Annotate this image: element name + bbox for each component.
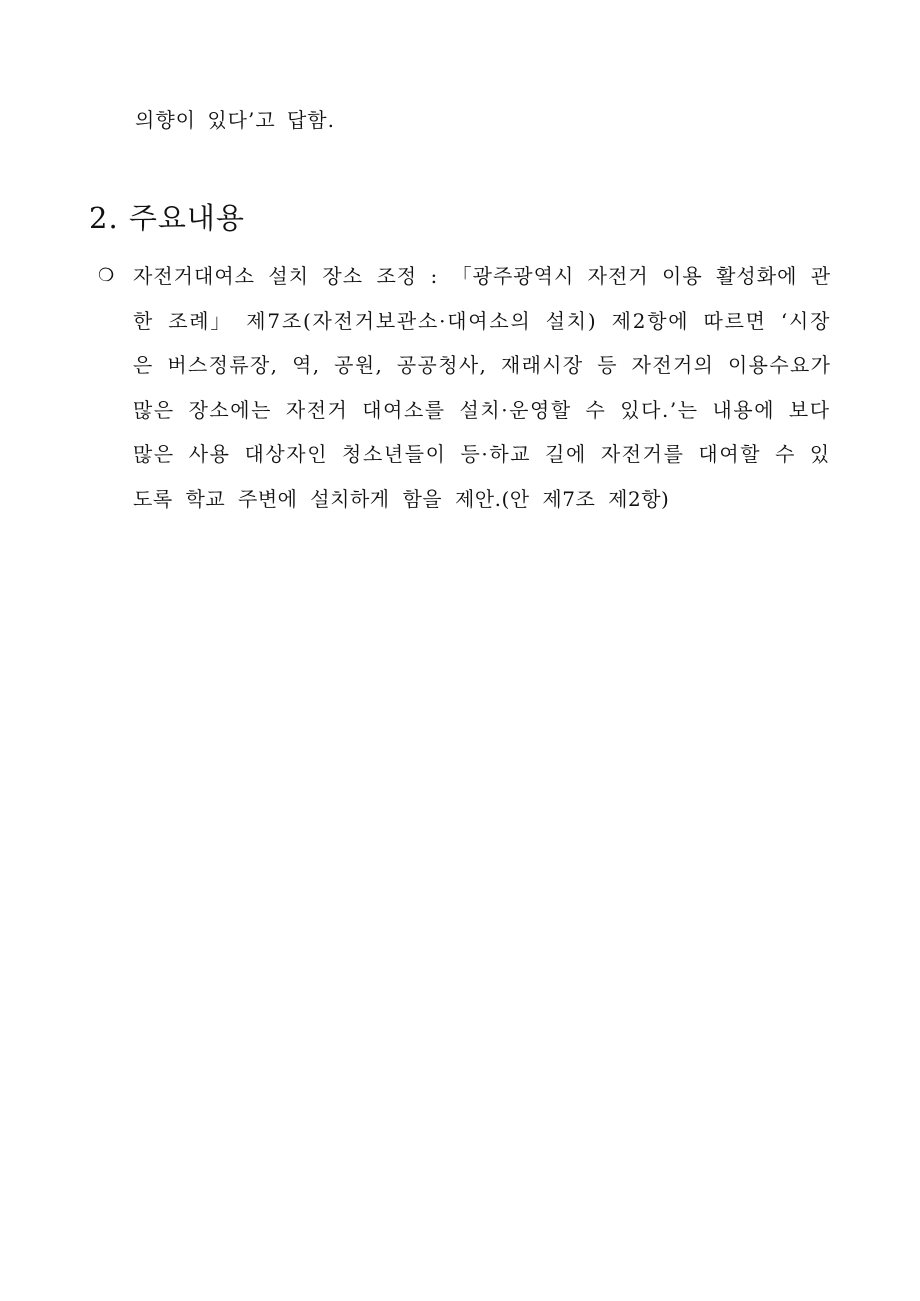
section-title: 2. 주요내용: [89, 201, 245, 235]
paragraph-line: 많은 장소에는 자전거 대여소를 설치·운영할 수 있다.’는 내용에 보다: [133, 397, 831, 422]
paragraph-line: 많은 사용 대상자인 청소년들이 등·하교 길에 자전거를 대여할 수 있: [133, 442, 831, 466]
paragraph-line: 자전거대여소 설치 장소 조정 : 「광주광역시 자전거 이용 활성화에 관: [133, 264, 832, 288]
body-paragraph: [133, 254, 831, 521]
paragraph-line: 도록 학교 주변에 설치하게 함을 제안.(안 제7조 제2항): [133, 486, 670, 511]
continued-text-line: 의향이 있다’고 답함.: [135, 108, 335, 132]
paragraph-line: 은 버스정류장, 역, 공원, 공공청사, 재래시장 등 자전거의 이용수요가: [133, 353, 832, 377]
circle-bullet-icon: ❍: [98, 265, 115, 286]
paragraph-line: 한 조례」 제7조(자전거보관소·대여소의 설치) 제2항에 따르면 ‘시장: [133, 308, 832, 333]
